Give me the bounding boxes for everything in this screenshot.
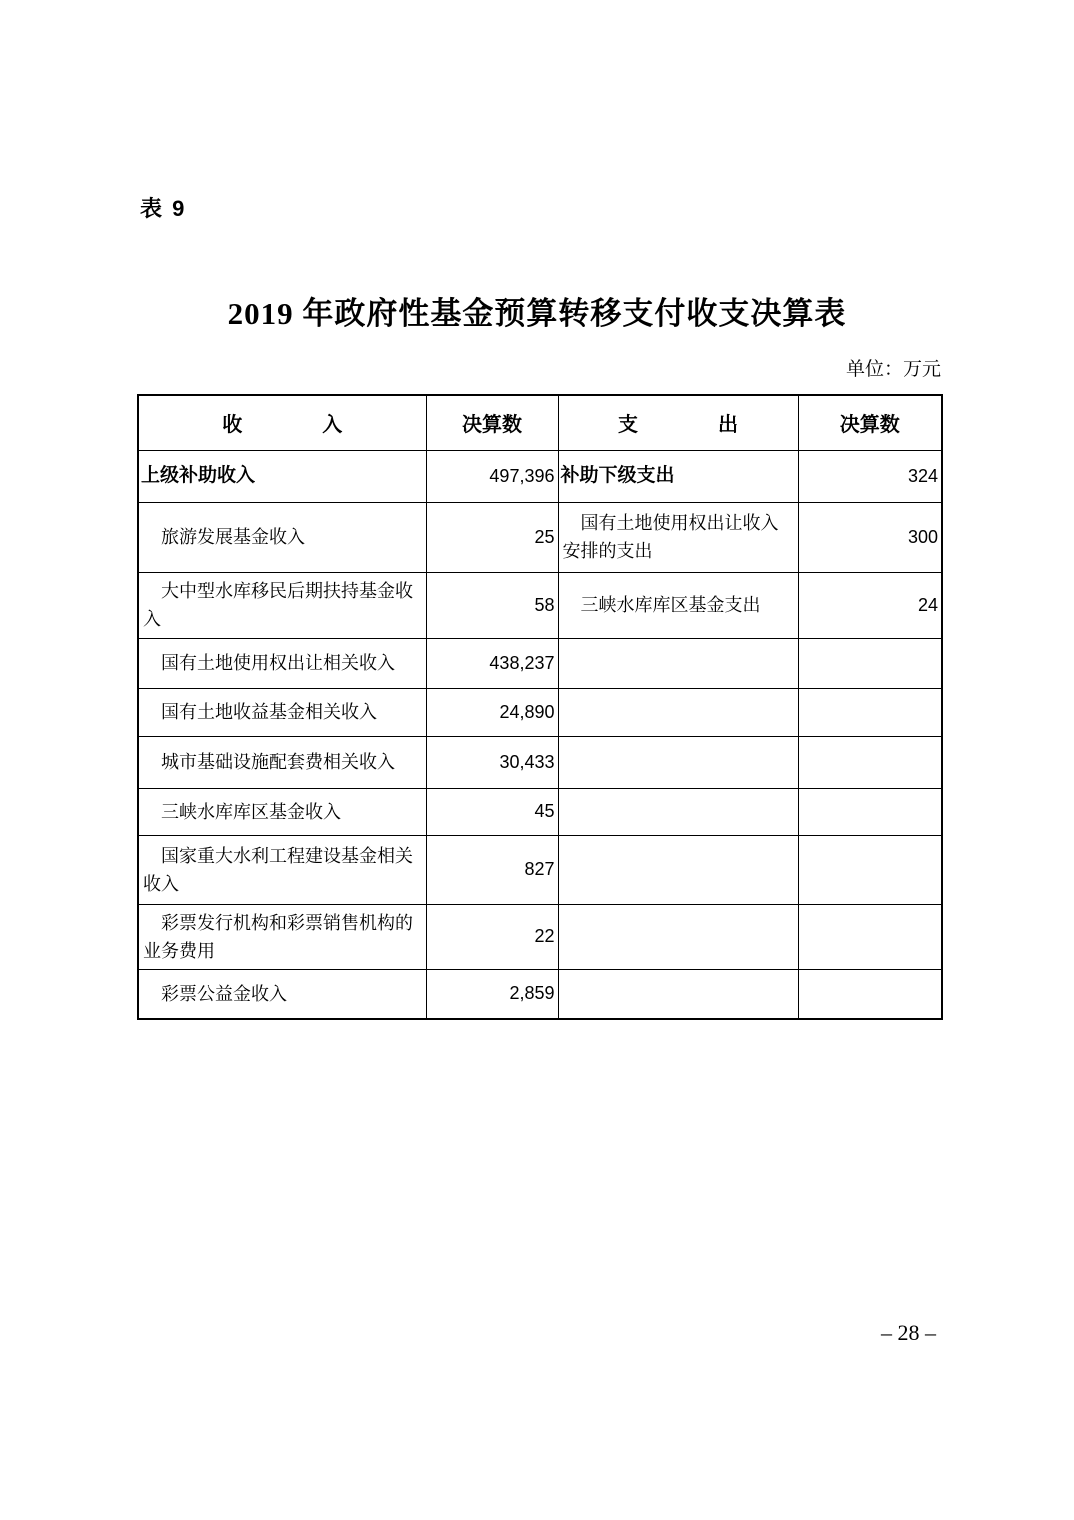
income-name-cell: 上级补助收入: [138, 450, 426, 502]
header-income: 收 入: [138, 395, 426, 450]
page-number: – 28 –: [881, 1320, 936, 1345]
page-title: 2019 年政府性基金预算转移支付收支决算表: [227, 296, 847, 331]
income-name-cell: 彩票发行机构和彩票销售机构的业务费用: [138, 904, 426, 969]
income-amount-cell: 24,890: [426, 688, 558, 736]
table-row: [138, 688, 942, 736]
income-name-cell: 大中型水库移民后期扶持基金收入: [138, 572, 426, 638]
expense-amount-cell: [798, 969, 942, 1019]
expense-name-cell: [558, 969, 798, 1019]
expense-amount-cell: 324: [798, 450, 942, 502]
income-name-cell: 彩票公益金收入: [138, 969, 426, 1019]
header-income-amount: 决算数: [426, 395, 558, 450]
income-amount-cell: 45: [426, 788, 558, 835]
table-row: [138, 502, 942, 572]
income-name-cell: 国有土地使用权出让相关收入: [138, 638, 426, 688]
income-amount-cell: 25: [426, 502, 558, 572]
expense-name-cell: [558, 688, 798, 736]
income-amount-cell: 58: [426, 572, 558, 638]
expense-name-cell: [558, 736, 798, 788]
expense-amount-cell: [798, 638, 942, 688]
header-expense: 支 出: [558, 395, 798, 450]
income-amount-cell: 2,859: [426, 969, 558, 1019]
table-header-row: [138, 395, 942, 450]
expense-name-cell: [558, 788, 798, 835]
fiscal-table: [137, 394, 943, 1020]
income-amount-cell: 497,396: [426, 450, 558, 502]
table-row: [138, 736, 942, 788]
expense-amount-cell: 300: [798, 502, 942, 572]
income-name-cell: 三峡水库库区基金收入: [138, 788, 426, 835]
income-name-cell: 国家重大水利工程建设基金相关收入: [138, 835, 426, 904]
table-row: [138, 638, 942, 688]
expense-name-cell: [558, 638, 798, 688]
expense-amount-cell: [798, 904, 942, 969]
table-row: [138, 788, 942, 835]
expense-amount-cell: [798, 788, 942, 835]
table-label: 表 9: [140, 196, 187, 221]
expense-amount-cell: 24: [798, 572, 942, 638]
expense-name-cell: [558, 904, 798, 969]
table-row: [138, 835, 942, 904]
header-expense-amount: 决算数: [798, 395, 942, 450]
income-amount-cell: 827: [426, 835, 558, 904]
income-name-cell: 城市基础设施配套费相关收入: [138, 736, 426, 788]
income-amount-cell: 22: [426, 904, 558, 969]
table-row: [138, 572, 942, 638]
unit-note: 单位：万元: [845, 359, 941, 380]
expense-amount-cell: [798, 736, 942, 788]
expense-name-cell: 三峡水库库区基金支出: [558, 572, 798, 638]
income-name-cell: 国有土地收益基金相关收入: [138, 688, 426, 736]
expense-name-cell: [558, 835, 798, 904]
table-row: [138, 450, 942, 502]
table-row: [138, 904, 942, 969]
table-row: [138, 969, 942, 1019]
income-amount-cell: 30,433: [426, 736, 558, 788]
expense-amount-cell: [798, 835, 942, 904]
expense-name-cell: 国有土地使用权出让收入安排的支出: [558, 502, 798, 572]
expense-name-cell: 补助下级支出: [558, 450, 798, 502]
expense-amount-cell: [798, 688, 942, 736]
income-amount-cell: 438,237: [426, 638, 558, 688]
income-name-cell: 旅游发展基金收入: [138, 502, 426, 572]
